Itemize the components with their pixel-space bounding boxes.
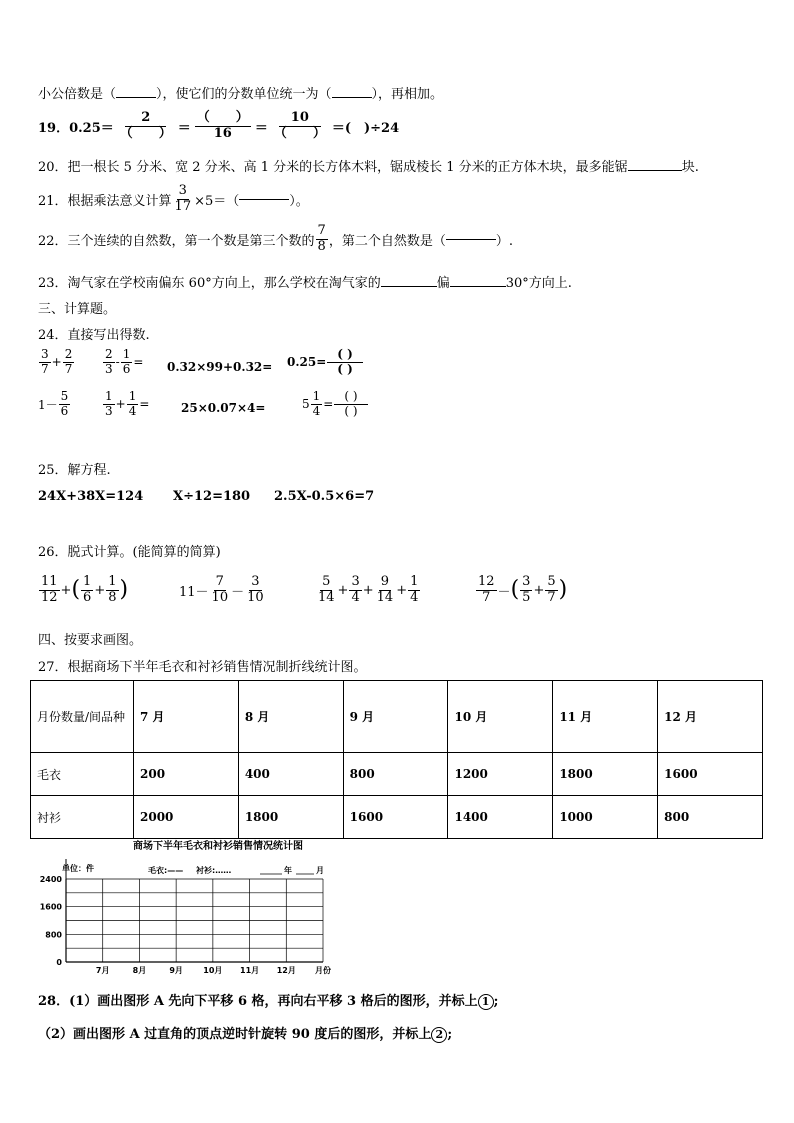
fraction: $\frac{10}{( )}$ — [273, 110, 326, 141]
question-23: 23．淘气家在学校南偏东 60°方向上，那么学校在淘气家的 偏 30°方向上. — [38, 276, 572, 291]
table-row — [31, 753, 763, 796]
question-20: 20．把一根长 5 分米、宽 2 分米、高 1 分米的长方体木料，锯成棱长 1 分米的正方体木块，最多能锯 块. — [38, 160, 699, 175]
x-tick-label: 11月 — [240, 966, 260, 975]
y-axis-ticks — [40, 875, 63, 967]
row-label: 衬衫 — [31, 796, 134, 839]
legend-wool: 毛衣:—— — [148, 866, 184, 875]
question-19: 19．0.25＝ $\frac{2}{( )}$ ＝ $\frac{( )}{16}$ ＝ $\frac{10}{( )}$ ＝( )÷24 — [38, 110, 400, 141]
table-cell: 800 — [343, 753, 448, 796]
table-cell: 1000 — [553, 796, 658, 839]
q24-row2-d: 5 $\frac{1}{4}$ = $\frac{( )}{( )}$ — [302, 390, 369, 419]
question-26-label: 26．脱式计算。(能简算的简算) — [38, 545, 221, 560]
q24-row2-c: 25×0.07×4= — [181, 401, 266, 415]
fraction: $\frac{7}{8}$ — [317, 223, 326, 254]
question-28-part-1: 28．(1）画出图形 A 先向下平移 6 格，再向右平移 3 格后的图形，并标上 1 ; — [38, 994, 499, 1009]
q24-row2-b: $\frac{1}{3}$ + $\frac{1}{4}$ = — [105, 389, 150, 418]
question-22: 22．三个连续的自然数，第一个数是第三个数的 $\frac{7}{8}$ ，第二个自然数是（ ）. — [38, 223, 513, 254]
table-cell: 1200 — [448, 753, 553, 796]
answer-blank[interactable] — [446, 239, 496, 240]
legend-year: 年 — [284, 866, 292, 875]
table-cell: 400 — [238, 753, 343, 796]
section-3-heading: 三、计算题。 — [38, 302, 117, 317]
x-axis-ticks — [96, 965, 331, 975]
table-header-row — [31, 681, 763, 753]
table-cell: 200 — [134, 753, 239, 796]
question-27-label: 27．根据商场下半年毛衣和衬衫销售情况制折线统计图。 — [38, 660, 367, 675]
answer-blank[interactable] — [450, 286, 506, 287]
legend-shirt: 衬衫:…… — [196, 866, 232, 875]
table-corner-cell: 月份数量/间品种 — [31, 681, 134, 753]
q26-expr-2: 11－ $\frac{7}{10}$ － $\frac{3}{10}$ — [179, 574, 264, 605]
month-header: 8 月 — [238, 681, 343, 753]
q24-row1-d: 0.25= $\frac{( )}{( )}$ — [287, 348, 364, 377]
question-25-label: 25．解方程. — [38, 463, 111, 478]
q24-row2-a: 1－ $\frac{5}{6}$ — [38, 389, 69, 418]
answer-blank[interactable] — [332, 97, 372, 98]
answer-blank[interactable] — [381, 286, 437, 287]
table-cell: 1600 — [343, 796, 448, 839]
month-header: 10 月 — [448, 681, 553, 753]
sales-table — [30, 680, 763, 839]
section-4-heading: 四、按要求画图。 — [38, 633, 143, 648]
table-cell: 2000 — [134, 796, 239, 839]
q18-tail: 小公倍数是（ ），使它们的分数单位统一为（ ），再相加。 — [38, 87, 444, 102]
y-tick-label: 800 — [45, 930, 62, 940]
line-chart-grid — [28, 835, 368, 985]
q26-expr-1: $\frac{11}{12}$ + ( $\frac{1}{6}$ + $\frac{1}{8}$ ) — [41, 574, 129, 605]
month-header: 9 月 — [343, 681, 448, 753]
answer-blank[interactable] — [116, 97, 156, 98]
x-tick-label: 月份 — [315, 966, 331, 975]
equation-2: X÷12=180 — [173, 489, 251, 504]
y-tick-label: 1600 — [39, 902, 62, 912]
x-tick-label: 10月 — [203, 966, 223, 975]
question-21: 21．根据乘法意义计算 $\frac{3}{17}$ ×5＝（ ）。 — [38, 183, 309, 214]
month-header: 11 月 — [553, 681, 658, 753]
x-tick-label: 7月 — [95, 966, 110, 975]
row-label: 毛衣 — [31, 753, 134, 796]
q26-expr-3: $\frac{5}{14}$ + $\frac{3}{4}$ + $\frac{9}{14}$ + $\frac{1}{4}$ — [318, 574, 419, 605]
equation-3: 2.5X-0.5×6=7 — [274, 489, 375, 504]
equation-1: 24X+38X=124 — [38, 489, 144, 504]
x-tick-label: 8月 — [132, 966, 147, 975]
table-cell: 1600 — [658, 753, 763, 796]
month-header: 12 月 — [658, 681, 763, 753]
x-tick-label: 9月 — [169, 966, 183, 975]
chart-title: 商场下半年毛衣和衬衫销售情况统计图 — [133, 841, 303, 852]
y-tick-label: 0 — [56, 958, 62, 967]
month-header: 7 月 — [134, 681, 239, 753]
q24-row1-c: 0.32×99+0.32= — [167, 360, 273, 374]
table-cell: 1800 — [238, 796, 343, 839]
answer-blank[interactable] — [628, 170, 682, 171]
y-tick-label: 2400 — [39, 875, 62, 884]
answer-blank[interactable] — [239, 199, 289, 200]
q24-row1-b: $\frac{2}{3}$ - $\frac{1}{6}$ = — [105, 347, 144, 376]
q24-row1-a: $\frac{3}{7}$ + $\frac{2}{7}$ — [41, 347, 73, 376]
table-row — [31, 796, 763, 839]
chart-unit-label: 单位：件 — [62, 864, 94, 873]
fraction: $\frac{( )}{16}$ — [196, 110, 249, 141]
mark-circle-2: 2 — [431, 1027, 447, 1043]
question-24-label: 24．直接写出得数. — [38, 328, 150, 343]
fraction: $\frac{2}{( )}$ — [119, 110, 172, 141]
table-cell: 1800 — [553, 753, 658, 796]
table-cell: 1400 — [448, 796, 553, 839]
table-cell: 800 — [658, 796, 763, 839]
legend-month: 月 — [316, 866, 324, 875]
x-tick-label: 12月 — [276, 966, 296, 975]
question-28-part-2: （2）画出图形 A 过直角的顶点逆时针旋转 90 度后的图形，并标上 2 ; — [38, 1027, 453, 1042]
mark-circle-1: 1 — [478, 994, 494, 1010]
fraction: $\frac{3}{17}$ — [174, 183, 192, 214]
q26-expr-4: $\frac{12}{7}$ － ( $\frac{3}{5}$ + $\frac{5}{7}$ ) — [478, 574, 568, 605]
